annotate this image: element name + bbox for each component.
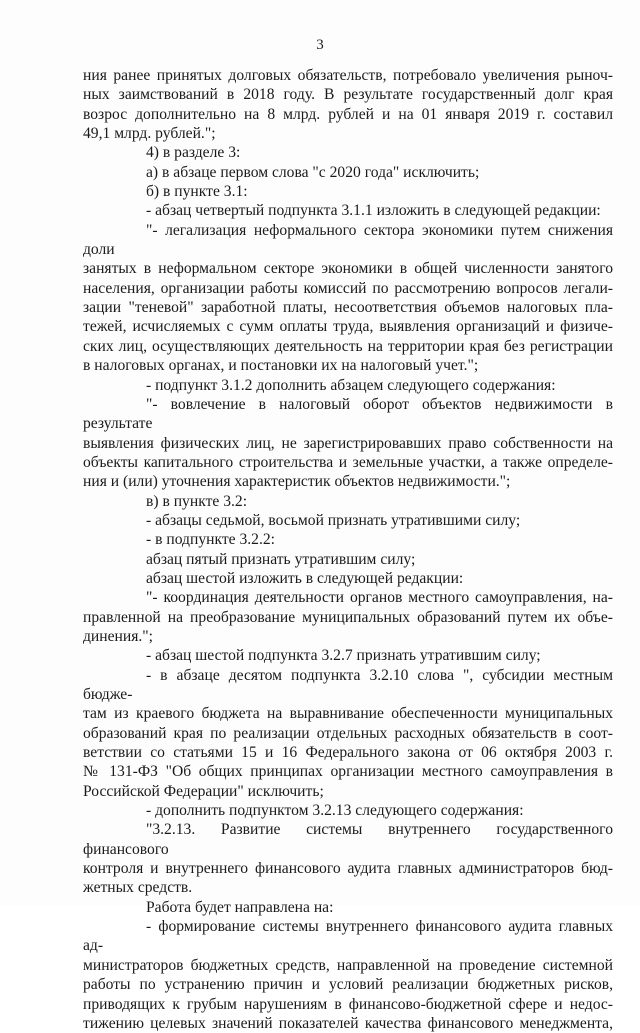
text-line: тижению целевых значений показателей качества финансового менеджмента, <box>83 1014 613 1032</box>
text-line: жетных средств. <box>83 879 193 897</box>
text-line: ния ранее принятых долговых обязательств, потребовало увеличения рыноч- <box>83 67 613 84</box>
text-line: возрос дополнительно на 8 млрд. рублей и на 01 января 2019 г. составил <box>83 105 613 123</box>
text-line: работы по устранению причин и условий реализации бюджетных рисков, <box>83 976 613 994</box>
text-line: ветствии со статьями 15 и 16 Федерального закона от 06 октября 2003 г. <box>83 744 613 762</box>
text-line: а) в абзаце первом слова "с 2020 года" исключить; <box>146 163 480 181</box>
document-body <box>83 66 613 1033</box>
text-line: Работа будет направлена на: <box>146 898 334 916</box>
text-line: - абзацы седьмой, восьмой признать утратившими силу; <box>146 511 521 529</box>
text-line: Российской Федерации" исключить; <box>83 782 324 800</box>
text-line: выявления физических лиц, не зарегистрировавших право собственности на <box>83 434 613 452</box>
text-line: - абзац четвертый подпункта 3.1.1 изложить в следующей редакции: <box>146 202 601 220</box>
text-line: динения."; <box>83 627 154 645</box>
text-line: в) в пункте 3.2: <box>146 492 248 510</box>
page-number: 3 <box>316 37 324 53</box>
text-line: образований края по реализации отдельных расходных обязательств в соот- <box>83 724 613 742</box>
text-line: там из краевого бюджета на выравнивание обеспеченности муниципальных <box>83 705 613 723</box>
text-line: правленной на преобразование муниципальных образований путем их объе- <box>83 608 613 626</box>
text-line: министраторов бюджетных средств, направленной на проведение системной <box>83 956 613 974</box>
text-line: ния и (или) уточнения характеристик объектов недвижимости."; <box>83 473 511 491</box>
text-line: "- легализация неформального сектора экономики путем снижения доли <box>83 221 613 259</box>
text-line: "- вовлечение в налоговый оборот объектов недвижимости в результате <box>83 395 613 433</box>
text-line: 49,1 млрд. рублей."; <box>83 125 216 143</box>
text-line: б) в пункте 3.1: <box>146 183 248 201</box>
text-line: зации "теневой" заработной платы, несоответствия объемов налоговых пла- <box>83 299 613 317</box>
text-line: занятых в неформальном секторе экономики в общей численности занятого <box>83 260 613 278</box>
text-line: - подпункт 3.1.2 дополнить абзацем следующего содержания: <box>146 376 556 394</box>
text-line: абзац пятый признать утратившим силу; <box>146 550 416 568</box>
text-line: в налоговых органах, и постановки их на налоговый учет."; <box>83 357 479 375</box>
text-line: - в абзаце десятом подпункта 3.2.10 слова ", субсидии местным бюдже- <box>83 666 613 703</box>
text-line: № 131-ФЗ "Об общих принципах организации местного самоуправления в <box>83 763 613 781</box>
text-line: населения, организации работы комиссий по рассмотрению вопросов легали- <box>83 279 613 297</box>
text-line: ных заимствований в 2018 году. В результате государственный долг края <box>83 86 613 104</box>
text-line: "3.2.13. Развитие системы внутреннего государственного финансового <box>83 821 613 858</box>
text-line: абзац шестой изложить в следующей редакции: <box>146 569 464 587</box>
text-line: 4) в разделе 3: <box>146 144 241 162</box>
text-line: приводящих к грубым нарушениям в финансово-бюджетной сфере и недос- <box>83 995 613 1013</box>
text-line: - дополнить подпунктом 3.2.13 следующего содержания: <box>146 802 524 820</box>
text-line: объекты капитального строительства и земельные участки, а также определе- <box>83 453 613 471</box>
text-line: - в подпункте 3.2.2: <box>146 531 275 549</box>
text-line: - абзац шестой подпункта 3.2.7 признать утратившим силу; <box>146 647 541 665</box>
text-line: тежей, исчисляемых с сумм оплаты труда, выявления организаций и физиче- <box>83 318 613 336</box>
text-line: ских лиц, осуществляющих деятельность на территории края без регистрации <box>83 337 613 355</box>
text-line: контроля и внутреннего финансового аудита главных администраторов бюд- <box>83 860 613 878</box>
text-line: - формирование системы внутреннего финансового аудита главных ад- <box>83 918 613 955</box>
text-line: "- координация деятельности органов местного самоуправления, на- <box>146 589 613 607</box>
